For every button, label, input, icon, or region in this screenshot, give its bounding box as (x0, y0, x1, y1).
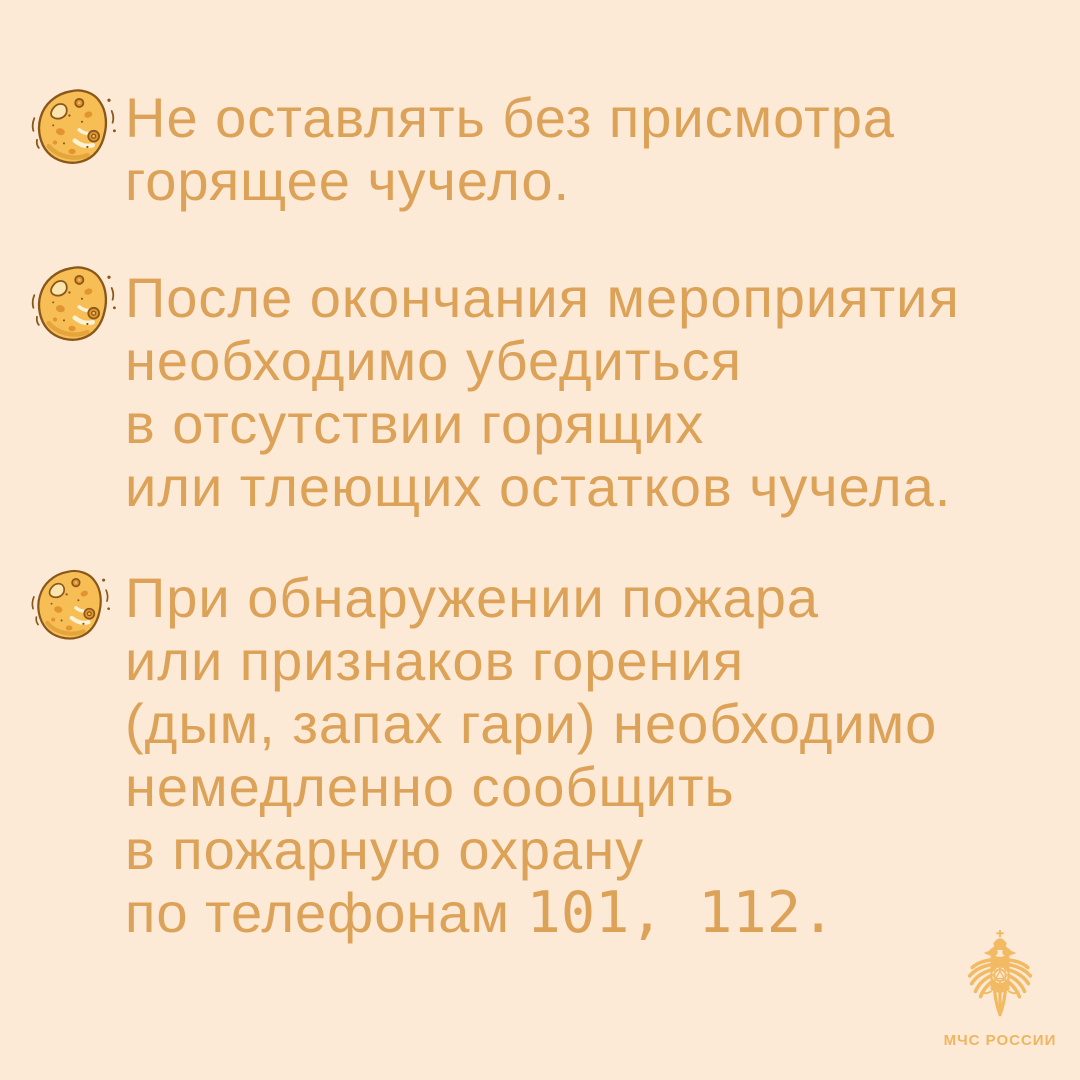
phones-prefix: по телефонам (125, 881, 510, 944)
text-line: горящее чучело. (125, 149, 571, 212)
text-line: После окончания мероприятия (125, 266, 960, 329)
text-line: или признаков горения (125, 629, 745, 692)
bullet-item-2 (0, 266, 1080, 518)
emergency-phone-numbers: 101, 112. (526, 880, 836, 946)
text-line: Не оставлять без присмотра (125, 86, 895, 149)
mchs-double-headed-eagle-icon (961, 930, 1039, 1027)
bullet-text (125, 266, 1060, 518)
pancake-icon (28, 261, 118, 351)
bullet-item-3 (0, 566, 1080, 945)
bullet-text (125, 86, 1060, 212)
text-line-phones (125, 881, 1060, 945)
text-line: немедленно сообщить (125, 755, 735, 818)
text-line: или тлеющих остатков чучела. (125, 455, 952, 518)
text-line: в отсутствии горящих (125, 392, 705, 455)
bullet-text (125, 566, 1060, 945)
text-line: При обнаружении пожара (125, 566, 820, 629)
pancake-icon (28, 565, 112, 649)
text-line: необходимо убедиться (125, 329, 742, 392)
mchs-logo (930, 930, 1070, 1049)
mchs-logo-label: МЧС РОССИИ (943, 1032, 1057, 1049)
text-line: в пожарную охрану (125, 818, 645, 881)
bullet-item-1 (0, 86, 1080, 212)
pancake-icon (28, 84, 118, 174)
text-line: (дым, запах гари) необходимо (125, 692, 938, 755)
